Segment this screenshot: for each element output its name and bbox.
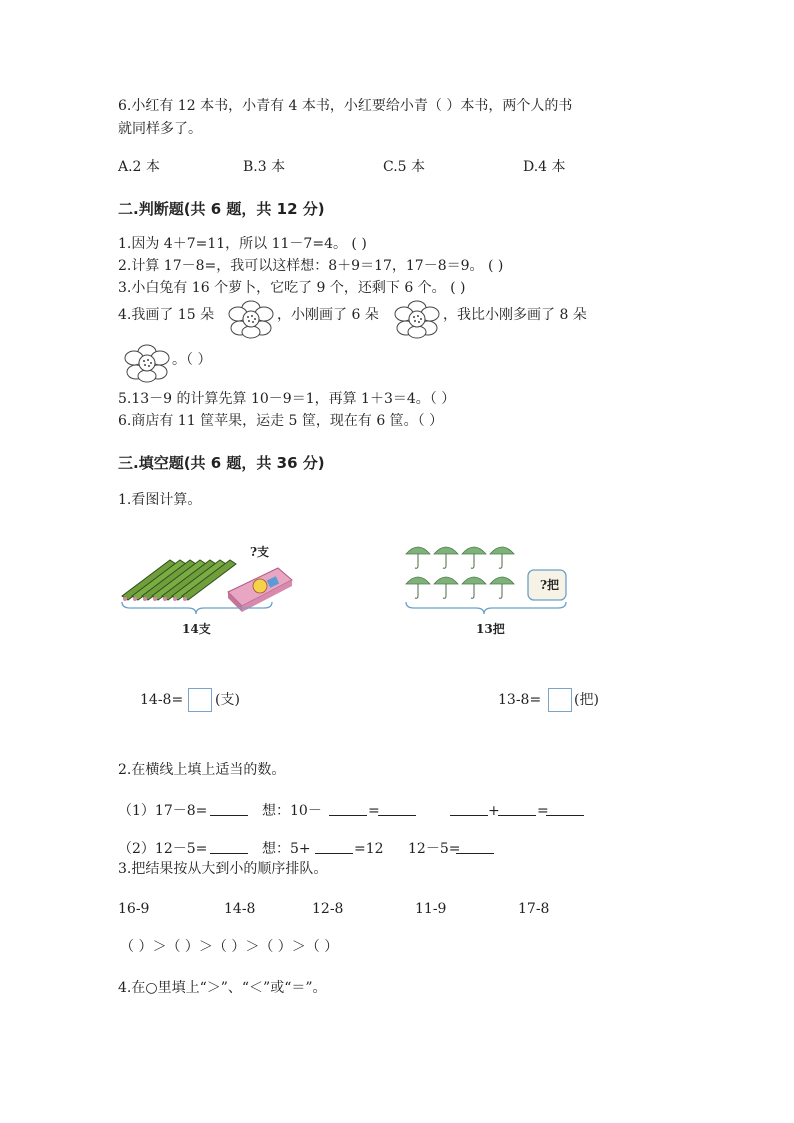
question-6-line2: 就同样多了。 — [118, 121, 202, 137]
judge-item-4-part-d: 。（ ） — [172, 352, 212, 368]
q3-expression: 11-9 — [415, 901, 447, 917]
fill-q3-title: 3.把结果按从大到小的顺序排队。 — [118, 861, 328, 877]
section-3-title: 三.填空题(共 6 题，共 36 分) — [118, 454, 325, 472]
q2-row2-part-a: （2）12－5= — [118, 841, 208, 857]
blank-line[interactable] — [315, 839, 353, 854]
judge-item-4-part-c: ，我比小刚多画了 8 朵 — [443, 307, 587, 323]
equation-1: 14-8= — [140, 692, 184, 708]
judge-item-6: 6.商店有 11 筐苹果，运走 5 筐，现在有 6 筐。（ ） — [118, 413, 444, 429]
answer-box-2[interactable] — [548, 688, 572, 712]
q2-row1-part-a: （1）17－8= — [118, 803, 208, 819]
judge-item-2: 2.计算 17－8=，我可以这样想：8＋9＝17，17－8＝9。 ( ) — [118, 258, 504, 274]
blank-line[interactable] — [546, 801, 584, 816]
equation-2-unit: (把) — [574, 692, 599, 708]
blank-line[interactable] — [456, 839, 494, 854]
option-c: C.5 本 — [383, 159, 426, 175]
picture-2-total: 13把 — [476, 622, 505, 636]
blank-line[interactable] — [498, 801, 536, 816]
answer-box-1[interactable] — [188, 688, 212, 712]
blank-line[interactable] — [210, 801, 248, 816]
judge-item-4-part-a: 4.我画了 15 朵 — [118, 307, 215, 323]
picture-2-question: ?把 — [540, 578, 560, 592]
q2-row1-part-d: + — [488, 803, 500, 819]
blank-line[interactable] — [378, 801, 416, 816]
q2-row1-part-c: = — [368, 803, 380, 819]
pencils-picture — [116, 540, 306, 640]
umbrella-icon — [406, 547, 514, 598]
section-2-title: 二.判断题(共 6 题，共 12 分) — [118, 200, 325, 218]
blank-line[interactable] — [329, 801, 367, 816]
q3-order-blanks: （ ）＞（ ）＞（ ）＞（ ）＞（ ） — [120, 939, 339, 955]
q3-expression: 12-8 — [312, 901, 344, 917]
question-6-line1: 6.小红有 12 本书，小青有 4 本书，小红要给小青（ ）本书，两个人的书 — [118, 98, 573, 114]
fill-q1-title: 1.看图计算。 — [118, 492, 202, 508]
flower-icon — [228, 300, 274, 340]
q2-row2-part-c: =12 — [354, 841, 384, 857]
fill-q2-title: 2.在横线上填上适当的数。 — [118, 762, 286, 778]
picture-1-total: 14支 — [182, 622, 211, 636]
blank-line[interactable] — [450, 801, 488, 816]
option-b: B.3 本 — [243, 159, 286, 175]
judge-item-1: 1.因为 4＋7=11，所以 11－7=4。 ( ) — [118, 236, 367, 252]
pencil-box-icon — [228, 568, 292, 612]
option-d: D.4 本 — [523, 159, 566, 175]
q3-expression: 17-8 — [518, 901, 550, 917]
q3-expression: 16-9 — [118, 901, 150, 917]
q2-row2-part-b: 想：5+ — [262, 841, 311, 857]
equation-1-unit: (支) — [215, 692, 240, 708]
q2-row2-part-d: 12－5= — [408, 841, 461, 857]
equation-2: 13-8= — [498, 692, 542, 708]
judge-item-4-part-b: ，小刚画了 6 朵 — [277, 307, 379, 323]
q3-expression: 14-8 — [224, 901, 256, 917]
q2-row1-part-e: = — [537, 803, 549, 819]
judge-item-3: 3.小白兔有 16 个萝卜，它吃了 9 个，还剩下 6 个。 ( ) — [118, 280, 466, 296]
flower-icon — [124, 344, 170, 384]
flower-icon — [394, 300, 440, 340]
blank-line[interactable] — [210, 839, 248, 854]
picture-1-question: ?支 — [250, 545, 270, 559]
fill-q4-title: 4.在○里填上“＞”、“＜”或“＝”。 — [118, 980, 327, 996]
q2-row1-part-b: 想：10－ — [262, 803, 322, 819]
judge-item-5: 5.13－9 的计算先算 10－9＝1，再算 1＋3＝4。（ ） — [118, 391, 456, 407]
option-a: A.2 本 — [118, 159, 160, 175]
